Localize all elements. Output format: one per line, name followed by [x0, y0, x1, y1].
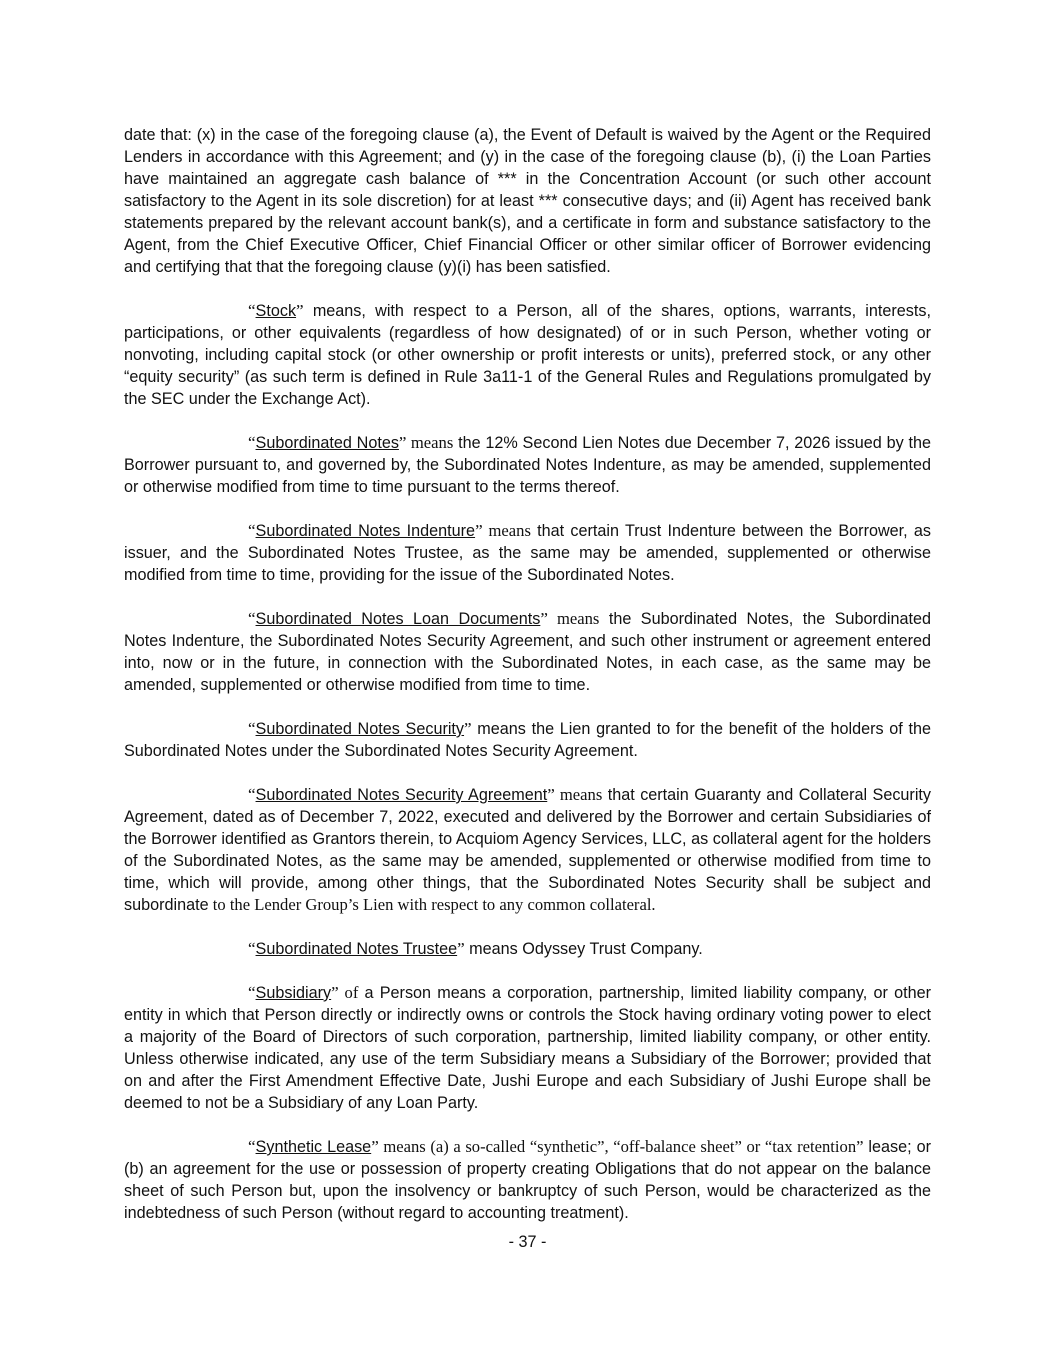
close-quote: ”: [547, 785, 555, 804]
definition-subordinated-notes-loan-documents: [124, 608, 931, 696]
open-quote: “: [248, 609, 256, 628]
definition-body: with respect to a Person, all of the shares, options, warrants, interests, participations, or other equivalents (regardless of how designated) of or in such Person, whether voting or nonvoting, including capital stock (or other ownership or profit interests or units), preferred stock, or any other “equity security” (as such term is defined in Rule 3a11-1 of the General Rules and Regulations promulgated by the SEC under the Exchange Act).: [124, 302, 931, 408]
definition-connector: means: [471, 720, 526, 738]
open-quote: “: [248, 301, 256, 320]
defined-term: Subordinated Notes Loan Documents: [255, 610, 541, 628]
definition-body-tail: to the Lender Group’s Lien with respect to any common collateral.: [208, 895, 656, 914]
definition-synthetic-lease: [124, 1136, 931, 1224]
definition-body: a Person means a corporation, partnership, limited liability company, or other entity in which that Person directly or indirectly owns or controls the Stock having ordinary voting power to elect a majority of the Board of Directors of such corporation, partnership, limited liability company, or other entity. Unless otherwise indicated, any use of the term Subsidiary means a Subsidiary of the Borrower; provided that on and after the First Amendment Effective Date, Jushi Europe and each Subsidiary of Jushi Europe shall be deemed to not be a Subsidiary of any Loan Party.: [124, 984, 931, 1112]
close-quote: ”: [540, 609, 548, 628]
open-quote: “: [248, 983, 256, 1002]
close-quote: ”: [398, 433, 407, 452]
definition-connector: means: [547, 609, 600, 628]
close-quote: ”: [331, 983, 339, 1002]
definition-body: the Subordinated Notes, the Subordinated Notes Indenture, the Subordinated Notes Security Agreement, and such other instrument or agreement entered into, now or in the future, in connection with the Subordinated Notes, in each case, as the same may be amended, supplemented or otherwise modified from time to time.: [124, 610, 931, 694]
close-quote: ”: [371, 1137, 379, 1156]
defined-term: Subordinated Notes Trustee: [255, 940, 458, 958]
definition-connector: of: [338, 983, 359, 1002]
definition-subordinated-notes-security: [124, 718, 931, 762]
definition-body: the Lien granted to for the benefit of the holders of the Subordinated Notes under the Subordinated Notes Security Agreement.: [124, 720, 931, 760]
defined-term: Stock: [255, 302, 297, 320]
defined-term: Synthetic Lease: [255, 1138, 372, 1156]
definition-body: Odyssey Trust Company.: [517, 940, 703, 958]
definition-body: that certain Trust Indenture between the Borrower, as issuer, and the Subordinated Notes Trustee, as the same may be amended, supplemented or otherwise modified from time to time, providing for the issue of the Subordinated Notes.: [124, 522, 931, 584]
open-quote: “: [248, 939, 256, 958]
open-quote: “: [248, 1137, 256, 1156]
definition-connector: means: [406, 433, 454, 452]
close-quote: ”: [296, 301, 304, 320]
definition-body: the 12% Second Lien Notes due December 7, 2026 issued by the Borrower pursuant to, and governed by, the Subordinated Notes Indenture, as may be amended, supplemented or otherwise modified from time to time pursuant to the terms thereof.: [124, 434, 931, 496]
defined-term: Subordinated Notes: [255, 434, 399, 452]
definition-subordinated-notes-trustee: [124, 938, 931, 960]
defined-term: Subordinated Notes Security: [255, 720, 465, 738]
definition-connector: means: [554, 785, 603, 804]
close-quote: ”: [464, 719, 472, 738]
definition-body: lease; or (b) an agreement for the use or possession of property creating Obligations that do not appear on the balance sheet of such Person but, upon the insolvency or bankruptcy of such Person, would be characterized as the indebtedness of such Person (without regard to accounting treatment).: [124, 1138, 931, 1222]
open-quote: “: [248, 521, 256, 540]
definition-connector: means: [482, 521, 531, 540]
definition-subsidiary: [124, 982, 931, 1114]
defined-term: Subsidiary: [255, 984, 332, 1002]
close-quote: ”: [457, 939, 465, 958]
defined-term: Subordinated Notes Security Agreement: [255, 786, 548, 804]
definition-subordinated-notes: [124, 432, 931, 498]
open-quote: “: [248, 433, 256, 452]
open-quote: “: [248, 785, 256, 804]
open-quote: “: [248, 719, 256, 738]
continuation-paragraph: date that: (x) in the case of the foregoing clause (a), the Event of Default is waived by the Agent or the Required Lenders in accordance with this Agreement; and (y) in the case of the foregoing clause (b), (i) the Loan Parties have maintained an aggregate cash balance of *** in the Concentration Account (or such other account satisfactory to the Agent in its sole discretion) for at least *** consecutive days; and (ii) Agent has received bank statements prepared by the relevant account bank(s), and a certificate in form and substance satisfactory to the Agent, from the Chief Executive Officer, Chief Financial Officer or other similar officer of Borrower evidencing and certifying that that the foregoing clause (y)(i) has been satisfied.: [124, 126, 931, 276]
page-number: - 37 -: [508, 1233, 547, 1251]
definition-subordinated-notes-security-agreement: [124, 784, 931, 916]
close-quote: ”: [475, 521, 483, 540]
definition-connector: means (a) a so-called “synthetic”, “off-balance sheet” or “tax retention”: [378, 1137, 864, 1156]
definition-connector: means,: [303, 302, 366, 320]
definition-stock: [124, 300, 931, 410]
definition-body: that certain Guaranty and Collateral Security Agreement, dated as of December 7, 2022, executed and delivered by the Borrower and certain Subsidiaries of the Borrower identified as Grantors therein, to Acquiom Agency Services, LLC, as collateral agent for the holders of the Subordinated Notes, as the same may be amended, supplemented or otherwise modified from time to time, which will provide, among other things, that the Subordinated Notes Security shall be subject and subordinate: [124, 786, 932, 914]
definition-subordinated-notes-indenture: [124, 520, 931, 586]
defined-term: Subordinated Notes Indenture: [255, 522, 476, 540]
definition-connector: means: [464, 940, 518, 958]
document-page: [124, 124, 931, 1224]
